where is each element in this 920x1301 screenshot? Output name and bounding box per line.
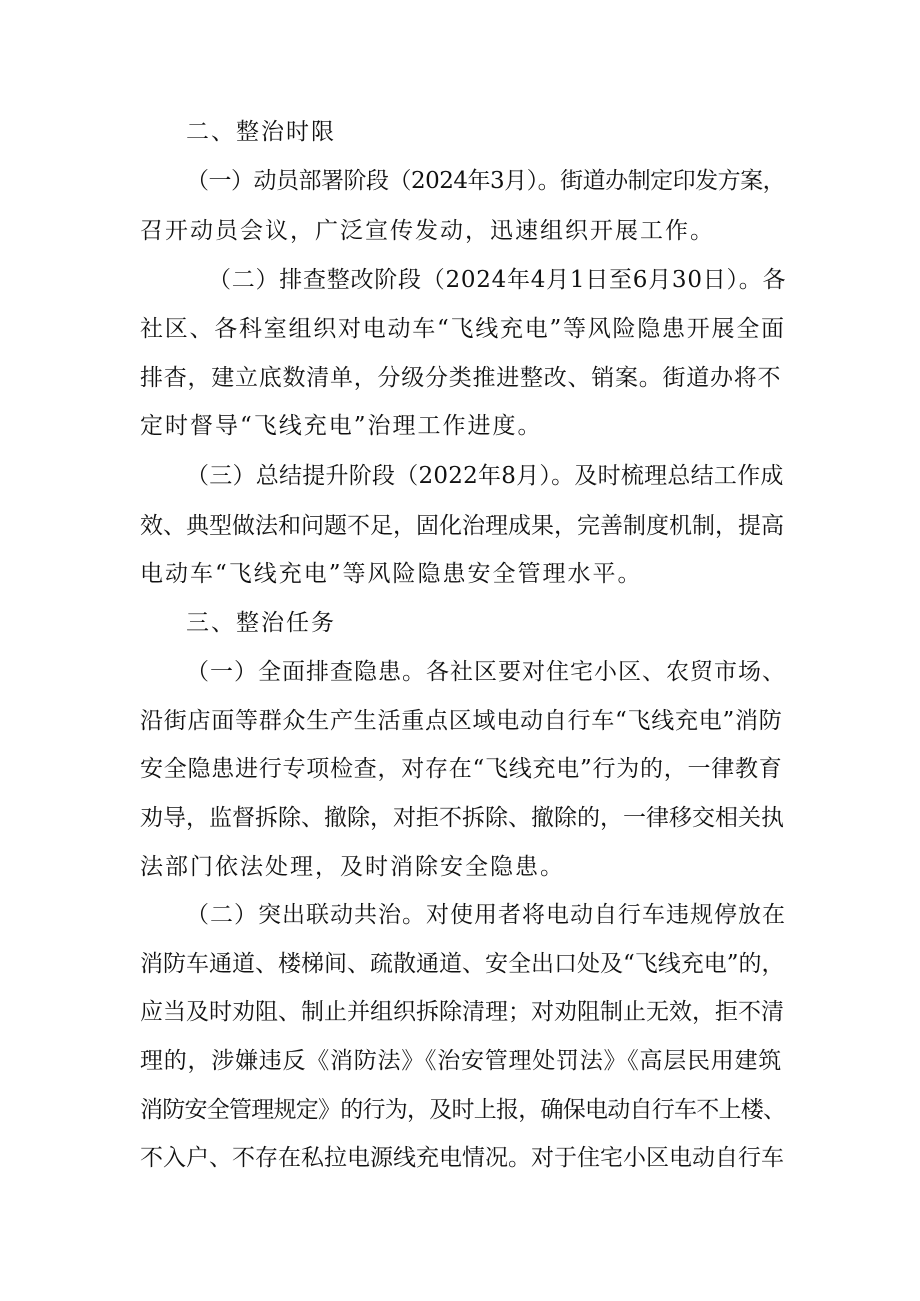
paragraph-line: 应当及时劝阻、制止并组织拆除清理；对劝阻制止无效，拒不清 <box>140 999 784 1025</box>
paragraph-line: 电动车“飞线充电”等风险隐患安全管理水平。 <box>140 561 643 587</box>
paragraph-line: （二）突出联动共治。对使用者将电动自行车违规停放在 <box>186 902 786 928</box>
paragraph-line: 理的，涉嫌违反《消防法》《治安管理处罚法》《高层民用建筑 <box>140 1048 782 1074</box>
paragraph-line: 消防安全管理规定》的行为，及时上报，确保电动自行车不上楼、 <box>140 1097 786 1123</box>
paragraph-line: （二）排查整改阶段（2024年4月1日至6月30日）。各 <box>208 267 787 293</box>
paragraph-line: 社区、各科室组织对电动车“飞线充电”等风险隐患开展全面 <box>140 316 786 342</box>
paragraph-line: （一）动员部署阶段（2024年3月）。街道办制定印发方案， <box>186 168 786 194</box>
paragraph-line: 沿街店面等群众生产生活重点区域电动自行车“飞线充电”消防 <box>140 708 783 734</box>
paragraph-line: 消防车通道、楼梯间、疏散通道、安全出口处及“飞线充电”的， <box>140 951 785 977</box>
paragraph-line: 安全隐患进行专项检查，对存在“飞线充电”行为的，一律教育 <box>140 756 783 782</box>
paragraph-line: （三）总结提升阶段（2022年8月）。及时梳理总结工作成 <box>186 463 784 489</box>
paragraph-line: 劝导，监督拆除、撤除，对拒不拆除、撤除的，一律移交相关执 <box>140 805 784 831</box>
paragraph-line: （一）全面排查隐患。各社区要对住宅小区、农贸市场、 <box>186 659 786 685</box>
paragraph-line: 召开动员会议，广泛宣传发动，迅速组织开展工作。 <box>140 218 715 244</box>
paragraph-line: 排杳，建立底数清单，分级分类推进整改、销案。街道办将不 <box>140 365 782 391</box>
paragraph-line: 效、典型做法和问题不足，固化治理成果，完善制度机制，提高 <box>140 513 784 539</box>
paragraph-line: 定时督导“飞线充电”治理工作进度。 <box>140 413 543 439</box>
paragraph-line: 不入户、不存在私拉电源线充电情况。对于住宅小区电动自行车 <box>140 1145 784 1171</box>
section-heading: 二、整治时限 <box>186 119 336 145</box>
section-heading: 三、整治任务 <box>186 610 336 636</box>
paragraph-line: 法部门依法处理，及时消除安全隐患。 <box>140 854 565 880</box>
